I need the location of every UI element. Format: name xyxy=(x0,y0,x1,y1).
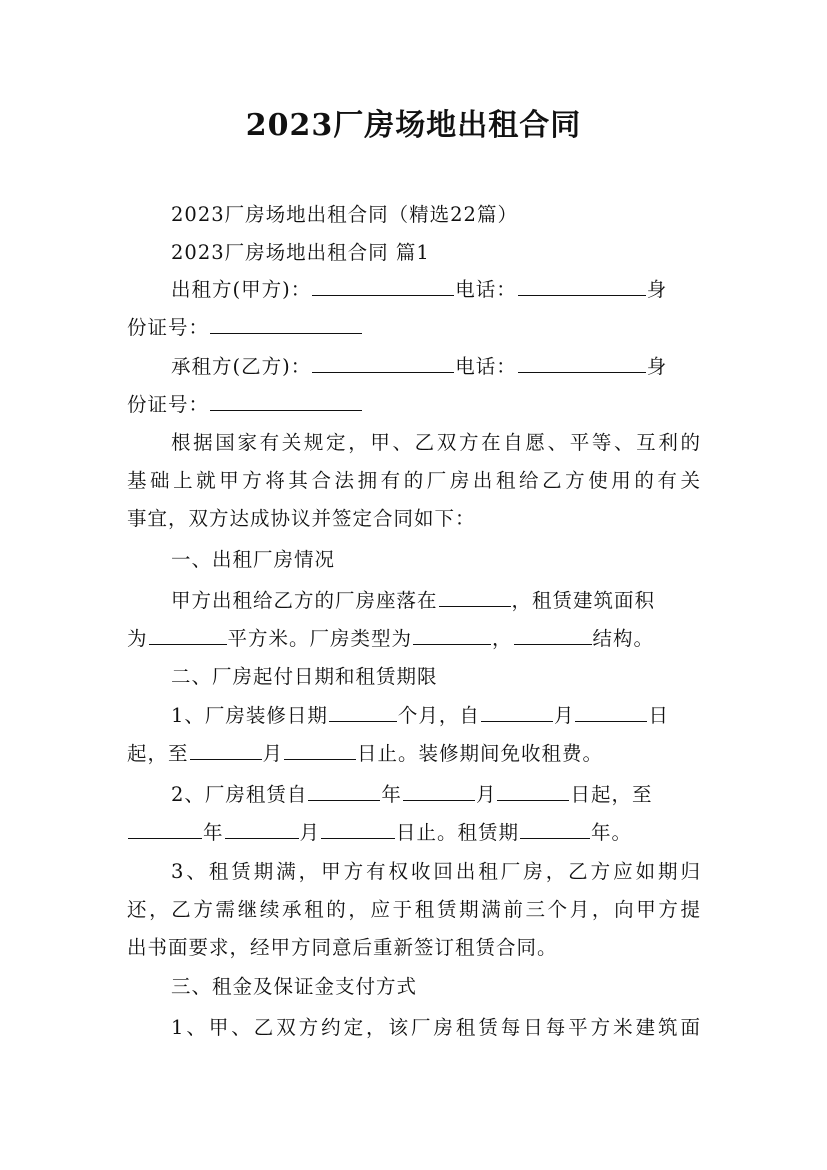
lessor-label: 出租方(甲方)： xyxy=(171,278,312,301)
area-blank xyxy=(149,643,227,645)
text-segment: 年 xyxy=(381,783,402,806)
month-blank xyxy=(225,837,299,839)
text-segment: ， xyxy=(492,627,513,650)
text-segment: 日止。租赁期 xyxy=(396,821,520,844)
paragraph-line xyxy=(127,582,701,620)
lessee-id-label: 份证号： xyxy=(127,393,210,416)
structure-blank xyxy=(514,643,592,645)
subtitle-line: 2023厂房场地出租合同（精选22篇） xyxy=(171,203,518,226)
paragraph-line: 1、甲、乙双方约定，该厂房租赁每日每平方米建筑面 xyxy=(171,1016,701,1039)
text-segment: 月 xyxy=(475,783,497,806)
section-heading: 三、租金及保证金支付方式 xyxy=(171,975,418,998)
day-blank xyxy=(575,720,647,722)
text-segment: 月 xyxy=(262,742,284,765)
lessor-id-label-start: 身 xyxy=(646,278,668,301)
paragraph-line: 出书面要求，经甲方同意后重新签订租赁合同。 xyxy=(127,936,558,959)
text-segment: 日 xyxy=(648,704,669,727)
lessor-id-blank xyxy=(210,332,362,334)
section-heading: 一、出租厂房情况 xyxy=(171,548,336,571)
month-blank xyxy=(403,799,475,801)
type-blank xyxy=(413,643,491,645)
document-title: 2023厂房场地出租合同 xyxy=(245,108,582,143)
text-segment: 年。 xyxy=(591,821,633,844)
text-segment: 月 xyxy=(553,704,575,727)
months-blank xyxy=(329,720,397,722)
lessee-id-blank xyxy=(210,409,362,411)
text-segment: 2、厂房租赁自 xyxy=(171,783,308,806)
lessor-phone-blank xyxy=(518,294,646,296)
paragraph-line: 事宜，双方达成协议并签定合同如下： xyxy=(127,507,476,530)
lessee-phone-blank xyxy=(518,371,646,373)
lessor-name-blank xyxy=(312,294,454,296)
lessor-id-line xyxy=(127,309,701,347)
term-years-blank xyxy=(520,837,590,839)
text-segment: 个月，自 xyxy=(397,704,480,727)
day-blank xyxy=(497,799,569,801)
month-blank xyxy=(190,758,262,760)
section-heading-line: 2023厂房场地出租合同 篇1 xyxy=(171,241,430,264)
year-blank xyxy=(128,837,202,839)
text-segment: 为 xyxy=(127,627,148,650)
paragraph-line: 根据国家有关规定，甲、乙双方在自愿、平等、互利的 xyxy=(171,431,701,454)
paragraph-line xyxy=(127,776,701,814)
text-segment: 结构。 xyxy=(592,627,655,650)
lessee-id-label-start: 身 xyxy=(646,355,668,378)
text-segment: 1、厂房装修日期 xyxy=(171,704,328,727)
lessee-name-blank xyxy=(312,371,454,373)
paragraph-line: 3、租赁期满，甲方有权收回出租厂房，乙方应如期归 xyxy=(171,860,701,883)
day-blank xyxy=(321,837,395,839)
paragraph-line xyxy=(127,620,701,658)
lessee-phone-label: 电话： xyxy=(455,355,517,378)
lessee-line xyxy=(127,348,701,386)
lessee-id-line xyxy=(127,386,701,424)
paragraph-line xyxy=(127,697,701,735)
text-segment: 月 xyxy=(299,821,321,844)
text-segment: 日止。装修期间免收租费。 xyxy=(357,742,604,765)
paragraph-line: 还，乙方需继续承租的，应于租赁期满前三个月，向甲方提 xyxy=(127,898,701,921)
text-segment: 日起，至 xyxy=(570,783,653,806)
lessor-line xyxy=(127,271,701,309)
text-segment: 平方米。厂房类型为 xyxy=(227,627,413,650)
paragraph-line: 基础上就甲方将其合法拥有的厂房出租给乙方使用的有关 xyxy=(127,469,701,492)
lessor-id-label: 份证号： xyxy=(127,316,210,339)
paragraph-line xyxy=(127,735,701,773)
lessee-label: 承租方(乙方)： xyxy=(171,355,312,378)
location-blank xyxy=(439,605,511,607)
text-segment: ，租赁建筑面积 xyxy=(511,589,656,612)
day-blank xyxy=(284,758,356,760)
text-segment: 年 xyxy=(203,821,224,844)
year-blank xyxy=(308,799,380,801)
lessor-phone-label: 电话： xyxy=(455,278,517,301)
month-blank xyxy=(481,720,553,722)
section-heading: 二、厂房起付日期和租赁期限 xyxy=(171,665,438,688)
text-segment: 甲方出租给乙方的厂房座落在 xyxy=(171,589,438,612)
text-segment: 起，至 xyxy=(127,742,189,765)
paragraph-line xyxy=(127,814,701,852)
